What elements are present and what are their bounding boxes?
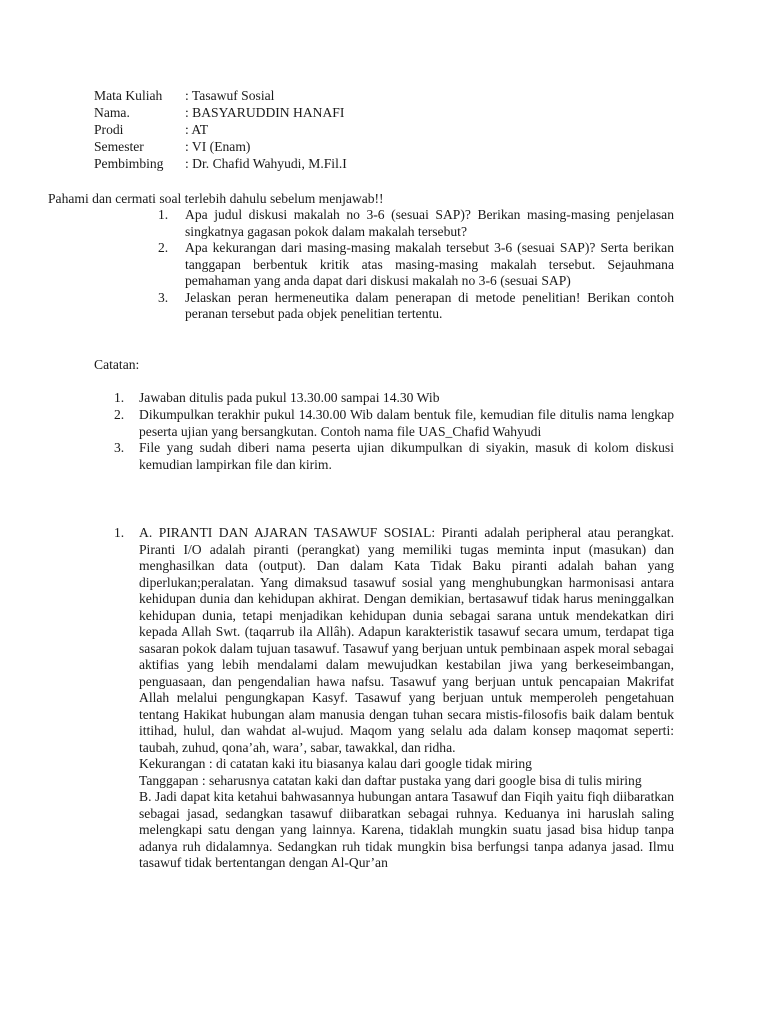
note-item [114, 407, 674, 441]
note-text: Dikumpulkan terakhir pukul 14.30.00 Wib dalam bentuk file, kemudian file ditulis nama lengkap peserta ujian yang bersangkutan. Contoh nama file UAS_Chafid Wahyudi [139, 406, 674, 439]
shortcoming-text: Kekurangan : di catatan kaki itu biasanya kalau dari google tidak miring [139, 756, 532, 771]
header-label: Pembimbing [94, 156, 164, 171]
answer-item [114, 525, 674, 872]
list-number: 2. [114, 406, 125, 422]
header-row-course [94, 87, 347, 104]
note-item [114, 390, 674, 407]
list-number: 1. [114, 390, 125, 405]
notes-heading: Catatan: [94, 357, 140, 372]
list-number: 1. [158, 207, 169, 222]
header-value: : Dr. Chafid Wahyudi, M.Fil.I [185, 156, 347, 171]
answer-paragraph-b: B. Jadi dapat kita ketahui bahwasannya hubungan antara Tasawuf dan Fiqih yaitu fiqh diibaratkan sebagai jasad, sedangkan tasawuf diibaratkan sebagai ruhnya. Keduanya ini haruslah saling melengkapi satu dengan yang lainnya. Karena, tidaklah mungkin suatu jasad bisa hidup tanpa adanya ruh didalamnya. Sedangkan ruh tidak mungkin bisa berfungsi tanpa adanya jasad. Ilmu tasawuf tidak bertentangan dengan Al-Qur’an [139, 789, 674, 870]
header-row-prodi [94, 121, 347, 138]
list-number: 3. [114, 440, 125, 456]
header-value: : AT [185, 122, 209, 137]
answer-paragraph-a: A. PIRANTI DAN AJARAN TASAWUF SOSIAL: Piranti adalah peripheral atau perangkat. Piranti I/O adalah piranti (perangkat) yang memiliki tugas meminta input (masukan) dan menghasilkan data (output). Dan dalam Kata Tidak Baku piranti adalah bahan yang diperlukan;peralatan. Yang dimaksud tasawuf sosial yang menghubungkan harmonisasi antara kehidupan dunia dan kehidupan akhirat. Dengan demikian, bertasawuf tidak harus meninggalkan kehidupan dunia, tetapi menjadikan kehidupan dunia sebagai sarana untuk mendekatkan diri kepada Allah Swt. (taqarrub ila Allâh). Adapun karakteristik tasawuf secara umum, terdapat tiga sasaran pokok dalam tujuan tasawuf. Tasawuf yang berjuan untuk pembinaan aspek moral sebagai aktifias yang lebih mendalami dalam mewujudkan kestabilan jiwa yang berkeseimbangan, penguasaan, dan pengendalian hawa nafsu. Tasawuf yang berjuan untuk pencapaian Makrifat Allah melalui pengungkapan Kasyf. Tasawuf yang berjuan untuk memperoleh pengetahuan tentang Hakikat hubungan alam manusia dengan tuhan secara mistis-filosofis baik dalam bentuk ittihad, hulul, dan wahdat al-wujud. Maqom yang selalu ada dalam konsep maqomat seperti: taubah, zuhud, qona’ah, wara’, sabar, tawakkal, dan ridha. [139, 525, 674, 755]
answer-list [114, 525, 674, 872]
header-label: Semester [94, 139, 144, 154]
note-text: Jawaban ditulis pada pukul 13.30.00 sampai 14.30 Wib [139, 390, 440, 405]
list-number: 1. [114, 525, 125, 540]
header-row-supervisor [94, 155, 347, 172]
exam-header [94, 87, 347, 172]
header-label: Prodi [94, 122, 124, 137]
question-text: Apa kekurangan dari masing-masing makalah tersebut 3-6 (sesuai SAP)? Serta berikan tanggapan berbentuk kritik atas masing-masing makalah tersebut. Sejauhmana pemahaman yang anda dapat dari diskusi makalah no 3-6 (sesuai SAP) [185, 240, 674, 288]
header-row-semester [94, 138, 347, 155]
question-text: Jelaskan peran hermeneutika dalam penerapan di metode penelitian! Berikan contoh peranan tersebut pada objek penelitian tertentu. [185, 289, 674, 321]
question-item [158, 240, 674, 290]
note-item [114, 440, 674, 474]
header-value: : BASYARUDDIN HANAFI [185, 105, 345, 120]
note-text: File yang sudah diberi nama peserta ujian dikumpulkan di siyakin, masuk di kolom diskusi kemudian lampirkan file dan kirim. [139, 440, 674, 473]
notes-list [114, 390, 674, 474]
header-row-name [94, 104, 347, 121]
question-list [158, 207, 674, 323]
response-text: Tanggapan : seharusnya catatan kaki dan daftar pustaka yang dari google bisa di tulis miring [139, 772, 642, 788]
question-item [158, 207, 674, 240]
instruction-text: Pahami dan cermati soal terlebih dahulu sebelum menjawab!! [48, 191, 384, 206]
question-item [158, 290, 674, 323]
list-number: 2. [158, 240, 169, 255]
answer-body [139, 525, 674, 872]
header-label: Nama. [94, 105, 130, 120]
header-value: : VI (Enam) [185, 139, 251, 154]
header-label: Mata Kuliah [94, 88, 163, 103]
header-value: : Tasawuf Sosial [185, 88, 275, 103]
list-number: 3. [158, 289, 169, 305]
question-text: Apa judul diskusi makalah no 3-6 (sesuai SAP)? Berikan masing-masing penjelasan singkatnya gagasan pokok dalam makalah tersebut? [185, 207, 674, 239]
